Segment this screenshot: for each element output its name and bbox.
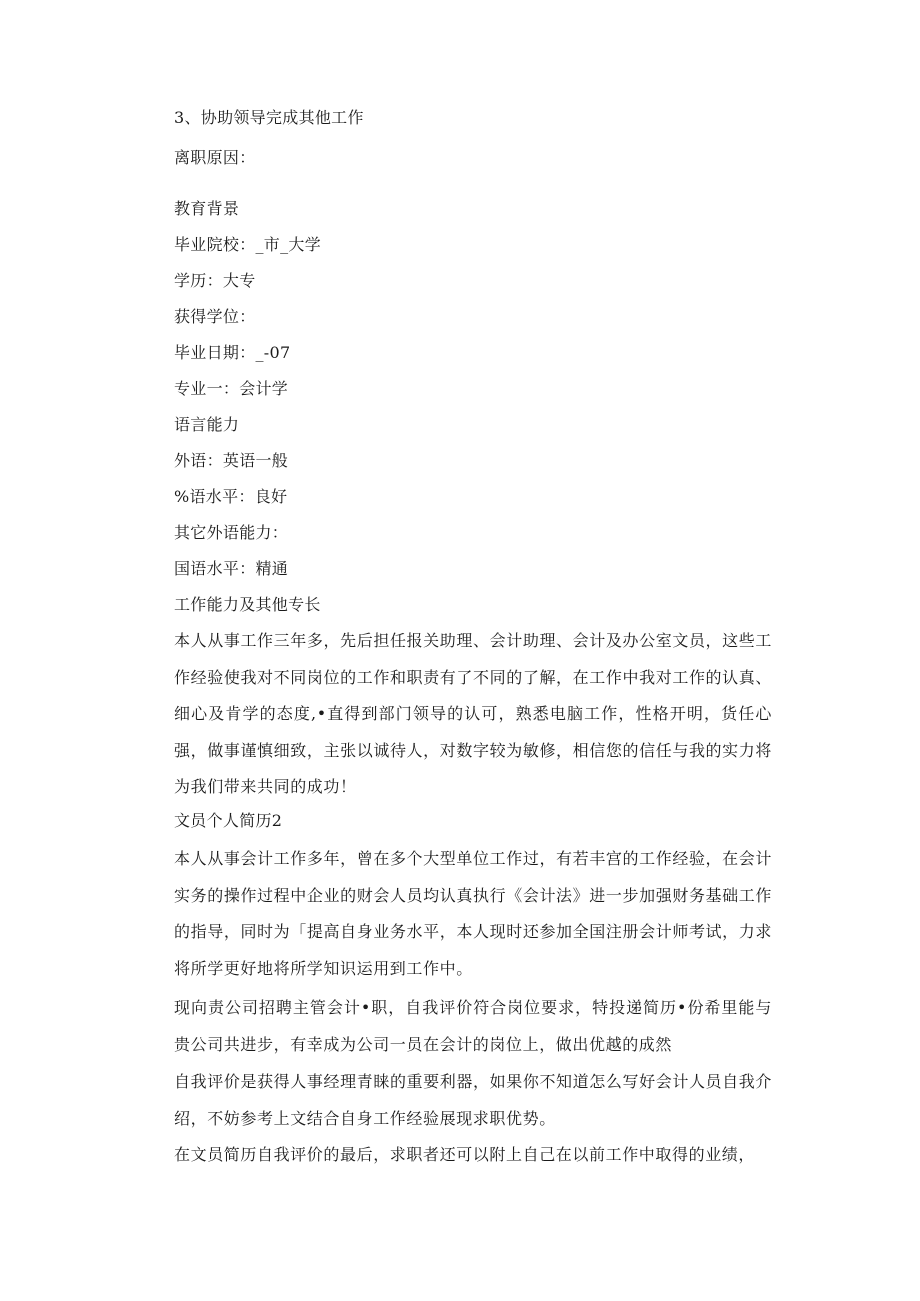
paragraph-text: 自我评价是获得人事经理青睐的重要利器，如果你不知道怎么写好会计人员自我介绍，不妨参考上文结合自身工作经验展现求职优势。	[174, 1072, 772, 1128]
text-line-duty-3: 3、协助领导完成其他工作	[174, 108, 364, 127]
text-line-major: 专业一：会计学	[174, 379, 289, 398]
paragraph-application	[174, 990, 772, 1063]
text-line-language-level: %语水平：良好	[174, 487, 288, 506]
text-line-degree-level: 学历：大专	[174, 271, 256, 290]
section-heading-skills: 工作能力及其他专长	[174, 595, 321, 614]
section-heading-education: 教育背景	[174, 199, 240, 218]
paragraph-accounting-experience	[174, 841, 772, 987]
text-line-degree: 获得学位：	[174, 307, 256, 326]
paragraph-text: 本人从事工作三年多，先后担任报关助理、会计助理、会计及办公室文员，这些工作经验使我对不同岗位的工作和职责有了不同的了解，在工作中我对工作的认真、细心及肯学的态度,•直得到部门领导的认可，熟悉电脑工作，性格开明，货任心强，做事谨慎细致，主张以诚待人，对数字较为敏修，相信您的信任与我的实力将为我们带来共同的成功！	[174, 631, 772, 797]
section-heading-language: 语言能力	[174, 415, 240, 434]
text-line-leave-reason: 离职原因：	[174, 148, 256, 167]
section-heading-resume-2: 文员个人简历2	[174, 811, 283, 830]
text-line-graduation-date: 毕业日期：_-07	[174, 343, 291, 362]
text-line-mandarin-level: 国语水平：精通	[174, 559, 289, 578]
text-line-school: 毕业院校：_市_大学	[174, 235, 322, 254]
paragraph-text: 在文员简历自我评价的最后，求职者还可以附上自己在以前工作中取得的业绩，	[174, 1145, 756, 1164]
paragraph-text: 现向责公司招聘主管会计•职，自我评价符合岗位要求，特投递简历•份希里能与贵公司共进步，有幸成为公司一员在会计的岗位上，做出优越的成然	[174, 998, 772, 1054]
paragraph-work-experience	[174, 623, 772, 806]
paragraph-closing	[174, 1137, 772, 1174]
text-line-other-language: 其它外语能力：	[174, 523, 289, 542]
text-line-foreign-language: 外语：英语一般	[174, 451, 289, 470]
paragraph-text: 本人从事会计工作多年，曾在多个大型单位工作过，有若丰宫的工作经验，在会计实务的操作过程中企业的财会人员均认真执行《会计法》进一步加强财务基础工作的指导，同时为「提高自身业务水平，本人现时还参加全国注册会计师考试，力求将所学更好地将所学知识运用到工作中。	[174, 849, 772, 978]
paragraph-self-evaluation	[174, 1064, 772, 1137]
